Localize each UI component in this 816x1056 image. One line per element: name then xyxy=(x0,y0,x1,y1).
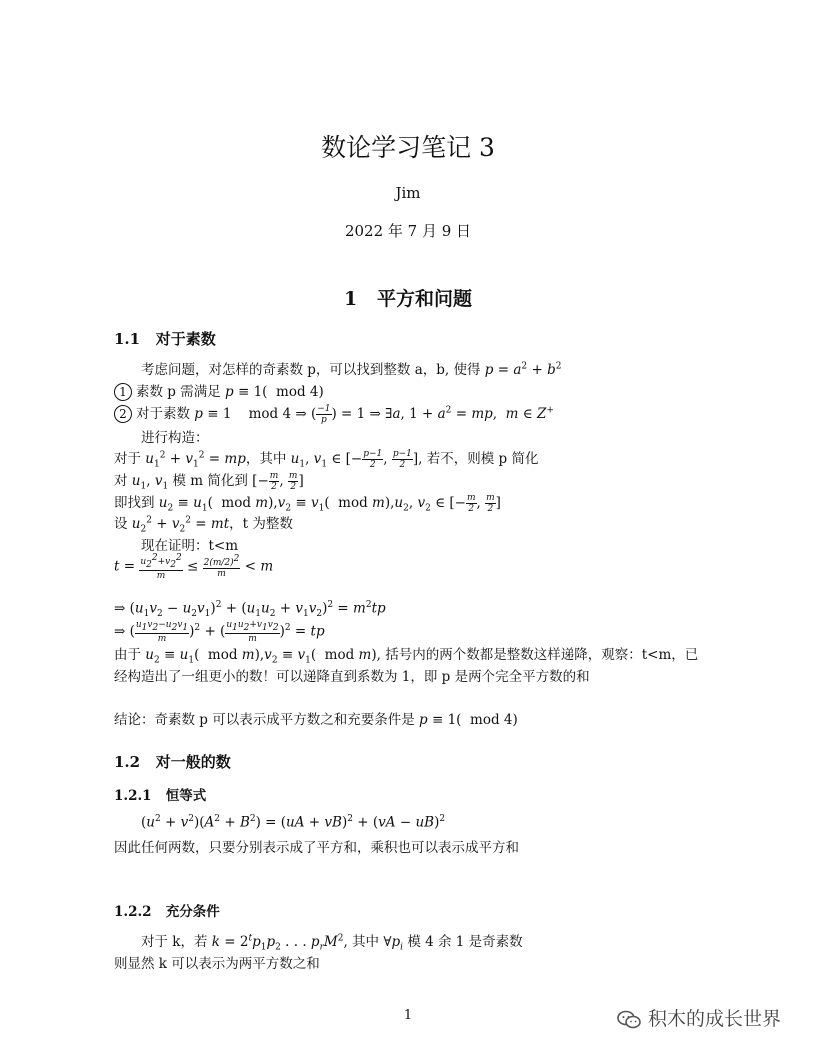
circled-number: 1 xyxy=(114,383,132,401)
paragraph: 设 $u_2^2 + v_2^2$ = mt，t 为整数 xyxy=(114,515,293,535)
equation: t = $\frac{u_2^2+v_2^2}{m}$ ≤ $\frac{2(m/2)^2}{m}$ < m xyxy=(114,553,274,581)
paragraph: 对 $u_1$, $v_1$ 模 m 简化到 [− $\frac{m}{2}$ , $\frac{m}{2}$ ] xyxy=(114,471,304,492)
subsection-heading: 1.1 对于素数 xyxy=(114,330,216,348)
condition-1: 1 素数 p 需满足 p ≡ 1( mod 4) xyxy=(114,380,324,401)
paper-title: 数论学习笔记 3 xyxy=(321,133,495,162)
section-heading: 1 平方和问题 xyxy=(343,288,473,310)
paragraph: 进行构造： xyxy=(141,430,209,446)
equation: ⇒ $(u_1v_2 - u_2v_1)^2 + (u_1u_2 + v_1v_2)^2 = m^2tp$ xyxy=(114,600,386,620)
condition-2: 2 对于素数 p ≡ 1 mod 4 ⇒ ( $\frac{-1}{p}$ ) = 1 ⇒ ∃a, $1 + a^2$ = mp, m ∈ Z+ xyxy=(114,402,554,425)
paragraph: 即找到 $u_2 \equiv u_1$( mod $m),v_2 \equiv v_1$( mod $m),u_2$, $v_2$ ∈ [− $\frac{m}{2}$ , $\frac{m}{2}$ ] xyxy=(114,493,501,514)
watermark xyxy=(616,1004,781,1031)
paragraph: 经构造出了一组更小的数！可以递降直到系数为 1，即 p 是两个完全平方数的和 xyxy=(114,669,590,685)
paragraph: 对于 $u_1^2 + v_1^2$ = mp，其中 $u_1$, $v_1$ ∈ [− $\frac{p-1}{2}$ , $\frac{p-1}{2}$ ], 若不，则模 p 简化 xyxy=(114,449,539,470)
paragraph: 由于 $u_2 \equiv u_1$( mod $m),v_2 \equiv v_1$( mod m), 括号内的两个数都是整数这样递降，观察：t<m，已 xyxy=(114,647,699,666)
subsubsection-heading: 1.2.1 恒等式 xyxy=(114,788,207,804)
paragraph: 现在证明：t<m xyxy=(141,538,239,554)
paragraph: 则显然 k 可以表示为两平方数之和 xyxy=(114,956,320,972)
paragraph: 考虑问题，对怎样的奇素数 p，可以找到整数 a，b, 使得 $p = a^2 + b^2$ xyxy=(141,361,562,378)
author: Jim xyxy=(395,184,421,202)
watermark-text: 积木的成长世界 xyxy=(648,1008,782,1030)
date: 2022 年 7 月 9 日 xyxy=(344,222,472,240)
equation: $(u^2 + v^2)(A^2 + B^2) = (uA + vB)^2 + (vA - uB)^2$ xyxy=(141,814,446,831)
equation: ⇒ ( $\frac{u_1v_2-u_2v_1}{m}$ )$^2$ + ( $\frac{u_1u_2+v_1v_2}{m}$ )$^2$ = tp xyxy=(114,620,325,644)
circled-number: 2 xyxy=(114,405,132,423)
paragraph: 因此任何两数，只要分别表示成了平方和，乘积也可以表示成平方和 xyxy=(114,840,519,856)
paragraph: 对于 k，若 $k = 2^tp_1p_2$ . . . $p_rM^2$, 其中 $\forall p_i$ 模 4 余 1 是奇素数 xyxy=(141,933,523,953)
page-number: 1 xyxy=(403,1008,413,1023)
subsubsection-heading: 1.2.2 充分条件 xyxy=(114,904,220,920)
subsection-heading: 1.2 对一般的数 xyxy=(114,753,231,771)
conclusion: 结论：奇素数 p 可以表示成平方数之和充要条件是 p ≡ 1( mod 4) xyxy=(114,712,518,728)
wechat-icon xyxy=(616,1010,642,1030)
